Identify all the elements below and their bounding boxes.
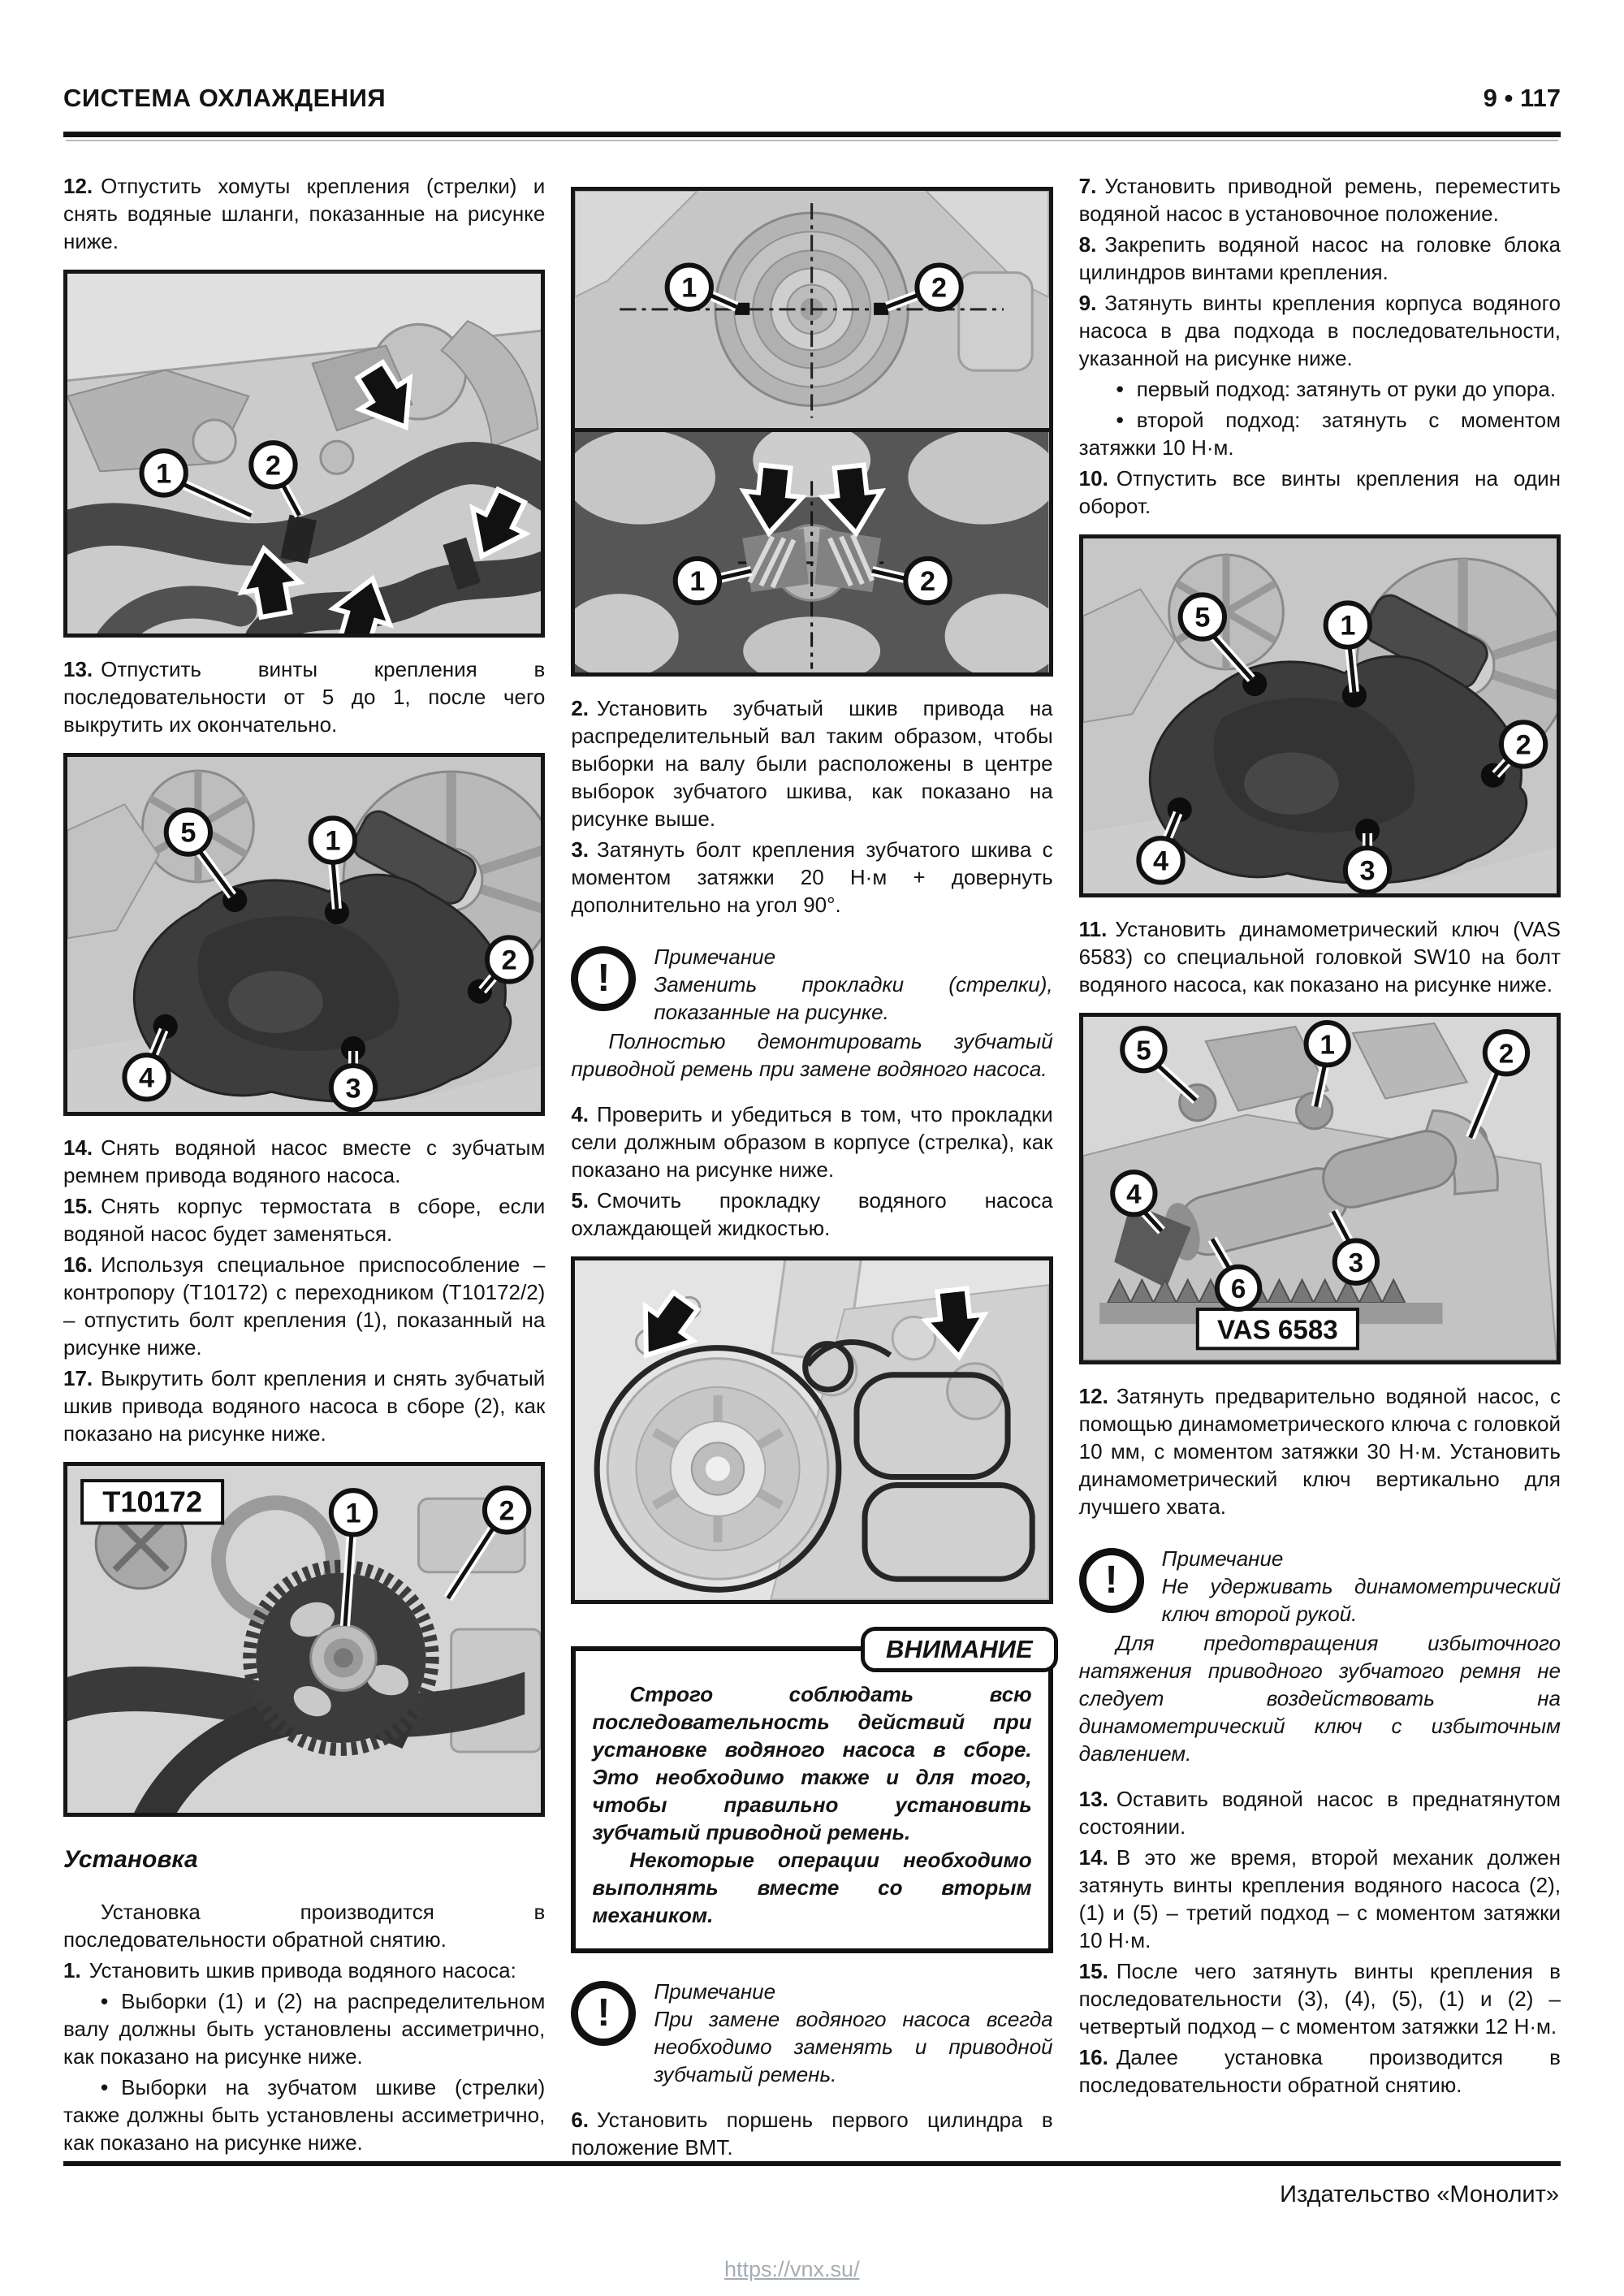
svg-text:1: 1: [345, 1498, 361, 1529]
header-rule: [63, 132, 1561, 140]
svg-text:2: 2: [1498, 1039, 1514, 1070]
figure-hose-clamps: [63, 270, 545, 638]
figure-gasket-seated: [571, 1256, 1052, 1603]
step-8: 8. Закрепить водяной насос на головке блока цилиндров винтами крепления.: [1078, 232, 1561, 284]
warning-box: [571, 1634, 1052, 1953]
note-replace-belt: [571, 1978, 1052, 2088]
step-15: 15. Снять корпус термостата в сборе, если водяной насос будет заменяться.: [63, 1194, 546, 1246]
note-replace-gaskets: [571, 943, 1052, 1083]
svg-text:T10172: T10172: [102, 1485, 202, 1519]
warning-text-2: Некоторые операции необходимо выполнять вместе со вторым механиком.: [592, 1847, 1032, 1927]
pump-install-illustration: [1083, 538, 1557, 893]
bullet-icon: •: [1116, 377, 1124, 401]
footer-rule: [63, 2161, 1561, 2166]
tool-label-vas6583: [1197, 1310, 1357, 1349]
note-title: Примечание: [654, 945, 776, 970]
note-text-continued: Для предотвращения избыточного натяжения приводного зубчатого ремня не следует воздействовать на динамометрический ключ с избыточным давлением.: [1078, 1630, 1561, 1766]
note-text: При замене водяного насоса всегда необходимо заменять и приводной зубчатый ремень.: [654, 2006, 1053, 2086]
svg-text:2: 2: [920, 565, 936, 597]
bullet-sprocket-notches: • Выборки на зубчатом шкиве (стрелки) также должны быть установлены ассиметрично, как показано на рисунке ниже.: [63, 2075, 546, 2155]
column-middle: [571, 172, 1052, 2164]
bullet-icon: •: [101, 2075, 109, 2100]
step-13: 13. Отпустить винты крепления в последовательности от 5 до 1, после чего выкрутить их окончательно.: [63, 656, 546, 737]
svg-text:2: 2: [501, 945, 517, 976]
bullet-cam-notches: • Выборки (1) и (2) на распределительном валу должны быть установлены ассиметрично, как показано на рисунке ниже.: [63, 1989, 546, 2069]
section-title: СИСТЕМА ОХЛАЖДЕНИЯ: [63, 84, 387, 112]
watermark-link[interactable]: https://vnx.su/: [724, 2257, 860, 2281]
step-13-install: 13. Оставить водяной насос в преднатянутом состоянии.: [1078, 1786, 1561, 1839]
warning-label: ВНИМАНИЕ: [861, 1627, 1058, 1672]
step-11: 11. Установить динамометрический ключ (VAS 6583) со специальной головкой SW10 на болт водяного насоса, как показано на рисунке ниже.: [1078, 917, 1561, 997]
svg-text:2: 2: [931, 272, 948, 304]
figure-vas-6583: [1079, 1013, 1561, 1364]
svg-text:1: 1: [325, 825, 341, 857]
step-1: 1. Установить шкив привода водяного насоса:: [63, 1958, 516, 1983]
note-text: Заменить прокладки (стрелки), показанные на рисунке.: [654, 972, 1053, 1025]
note-text: Не удерживать динамометрический ключ второй рукой.: [1161, 1573, 1561, 1626]
figure-tool-t10172: [63, 1462, 545, 1817]
svg-text:5: 5: [180, 817, 197, 849]
svg-text:1: 1: [1320, 1030, 1335, 1061]
svg-text:3: 3: [1348, 1248, 1363, 1279]
step-5: 5. Смочить прокладку водяного насоса охлаждающей жидкостью.: [571, 1188, 1053, 1241]
svg-text:2: 2: [265, 450, 281, 482]
svg-text:4: 4: [139, 1062, 155, 1093]
sprocket-marks-illustration: [575, 428, 1048, 673]
exclamation-icon: !: [1079, 1548, 1144, 1613]
hose-clamps-illustration: [67, 274, 541, 633]
step-16: 16. Используя специальное приспособление – контропору (Т10172) с переходником (Т10172/2) – отпустить болт крепления (1), показанный на рисунке ниже.: [63, 1252, 546, 1360]
note-torque-wrench: [1079, 1545, 1561, 1767]
svg-text:1: 1: [156, 458, 172, 490]
step-14: 14. Снять водяной насос вместе с зубчатым ремнем привода водяного насоса.: [63, 1135, 546, 1187]
step-9: 9. Затянуть винты крепления корпуса водяного насоса в два подхода в последовательности, указанной на рисунке ниже.: [1078, 291, 1561, 370]
note-text-continued: Полностью демонтировать зубчатый приводной ремень при замене водяного насоса.: [571, 1029, 1053, 1082]
svg-text:1: 1: [1340, 610, 1356, 642]
step-10: 10. Отпустить все винты крепления на один оборот.: [1078, 466, 1561, 518]
column-right: [1079, 172, 1561, 2164]
step-17: 17. Выкрутить болт крепления и снять зубчатый шкив привода водяного насоса в сборе (2), как показано на рисунке ниже.: [63, 1366, 546, 1446]
svg-text:5: 5: [1194, 602, 1211, 633]
exclamation-icon: !: [571, 946, 636, 1011]
bullet-first-pass: • первый подход: затянуть от руки до упора.: [1116, 377, 1557, 401]
step-3: 3. Затянуть болт крепления зубчатого шкива с моментом затяжки 20 Н·м + довернуть дополнительно на угол 90°.: [571, 837, 1053, 918]
step-6: 6. Установить поршень первого цилиндра в положение ВМТ.: [571, 2107, 1053, 2160]
pump-removal-illustration: [67, 757, 541, 1112]
figure-pump-bolts-install: [1079, 534, 1561, 897]
step-4: 4. Проверить и убедиться в том, что прокладки сели должным образом в корпусе (стрелка), как показано на рисунке ниже.: [571, 1102, 1053, 1183]
step-number: 12.: [63, 174, 93, 198]
bullet-second-pass: • второй подход: затянуть с моментом затяжки 10 Н·м.: [1078, 408, 1561, 460]
step-7: 7. Установить приводной ремень, переместить водяной насос в установочное положение.: [1078, 174, 1561, 226]
svg-text:VAS 6583: VAS 6583: [1216, 1315, 1338, 1346]
svg-text:1: 1: [689, 565, 706, 597]
figure-pump-bolts-removal: [63, 753, 545, 1116]
step-text: Отпустить хомуты крепления (стрелки) и снять водяные шланги, показанные на рисунке ниже.: [63, 174, 546, 253]
note-title: Примечание: [1161, 1546, 1284, 1571]
svg-text:6: 6: [1230, 1274, 1246, 1305]
warning-text-1: Строго соблюдать всю последовательность действий при установке водяного насоса в сборе. Это необходимо также и для того, чтобы правильно установить зубчатый приводной ремень.: [592, 1681, 1032, 1844]
bullet-icon: •: [1116, 408, 1124, 432]
step-15-install: 15. После чего затянуть винты крепления в последовательности (3), (4), (5), (1) и (2) – четвертый подход – с моментом затяжки 12 Н·м.: [1078, 1958, 1561, 2039]
note-title: Примечание: [654, 1978, 776, 2004]
step-14-install: 14. В это же время, второй механик должен затянуть винты крепления водяного насоса (2), (1) и (5) – третий подход – с моментом затяжки 10 Н·м.: [1078, 1844, 1561, 1952]
svg-text:2: 2: [1515, 729, 1531, 761]
step-12: [63, 172, 545, 255]
svg-text:4: 4: [1125, 1179, 1142, 1210]
bullet-icon: •: [101, 1989, 109, 2014]
svg-text:3: 3: [345, 1072, 361, 1104]
publisher-credit: Издательство «Монолит»: [1280, 2181, 1559, 2207]
gasket-illustration: [575, 1260, 1048, 1599]
column-left: [63, 172, 545, 2164]
vas-6583-illustration: [1083, 1017, 1557, 1360]
install-heading: Установка: [63, 1846, 198, 1874]
install-intro: Установка производится в последовательности обратной снятию.: [63, 1900, 546, 1952]
exclamation-icon: !: [571, 1981, 636, 2046]
page-header: [0, 84, 1624, 112]
figure-cam-marks: [571, 187, 1052, 677]
page-number: 9 • 117: [1483, 84, 1561, 112]
tool-label-t10172: [82, 1481, 222, 1523]
svg-text:3: 3: [1359, 855, 1376, 887]
svg-text:2: 2: [499, 1495, 515, 1527]
content-columns: [0, 172, 1624, 2164]
step-16-install: 16. Далее установка производится в последовательности обратной снятию.: [1078, 2044, 1561, 2097]
camshaft-marks-illustration: [575, 191, 1048, 428]
step-12-install: 12. Затянуть предварительно водяной насос, с помощью динамометрического ключа с головкой 10 мм, с моментом затяжки 30 Н·м. Установить динамометрический ключ вертикально для лучшего хвата.: [1078, 1383, 1561, 1519]
step-2: 2. Установить зубчатый шкив привода на распределительный вал таким образом, чтобы выборки на валу были расположены в центре выборок зубчатого шкива, как показано на рисунке выше.: [571, 696, 1053, 832]
tool-t10172-illustration: [67, 1466, 541, 1813]
svg-text:1: 1: [681, 272, 698, 304]
svg-text:4: 4: [1152, 845, 1168, 877]
svg-text:5: 5: [1135, 1036, 1151, 1066]
